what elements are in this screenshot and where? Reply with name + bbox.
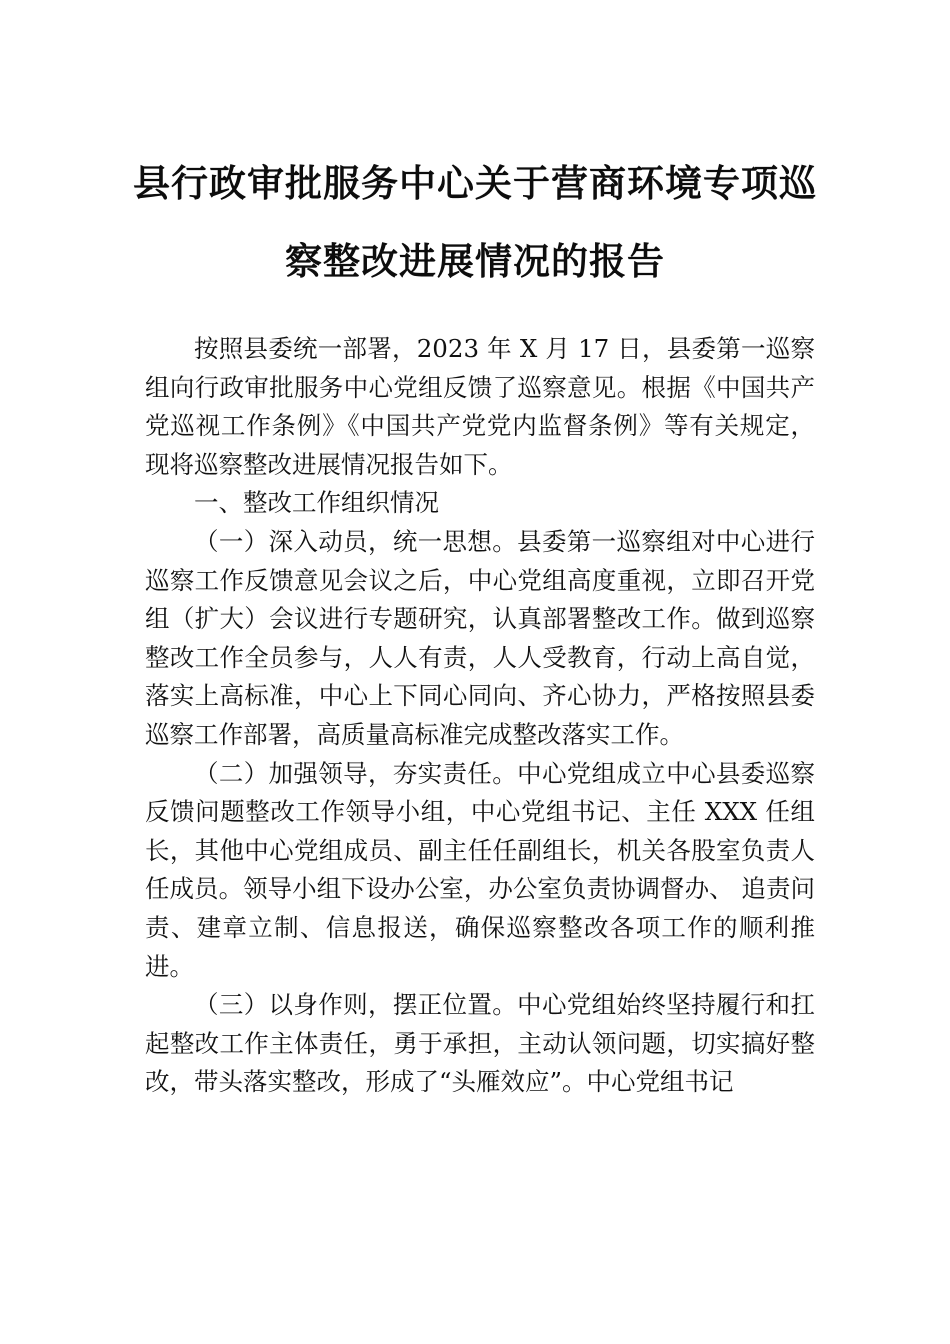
document-title: [120, 145, 830, 301]
document-body: [145, 330, 815, 1102]
title-line-1: 县行政审批服务中心关于营商环境专项巡: [133, 162, 817, 205]
paragraph-mobilization: （一）深入动员，统一思想。县委第一巡察组对中心进行巡察工作反馈意见会议之后，中心党组高度重视，立即召开党组（扩大）会议进行专题研究，认真部署整改工作。做到巡察整改工作全员参与，人人有责，人人受教育，行动上高自觉，落实上高标准，中心上下同心同向、齐心协力，严格按照县委巡察工作部署，高质量高标准完成整改落实工作。: [145, 526, 815, 749]
paragraph-intro: 按照县委统一部署，2023 年 X 月 17 日，县委第一巡察组向行政审批服务中心党组反馈了巡察意见。根据《中国共产党巡视工作条例》《中国共产党党内监督条例》等有关规定，现将巡察整改进展情况报告如下。: [145, 334, 815, 479]
paragraph-leadership: （二）加强领导，夯实责任。中心党组成立中心县委巡察反馈问题整改工作领导小组，中心党组书记、主任 XXX 任组长，其他中心党组成员、副主任任副组长，机关各股室负责人任成员。领导小组下设办公室，办公室负责协调督办、 追责问责、建章立制、信息报送，确保巡察整改各项工作的顺利推进。: [145, 758, 815, 981]
section-heading-1: 一、整改工作组织情况: [194, 488, 439, 518]
paragraph-responsibility: （三）以身作则，摆正位置。中心党组始终坚持履行和扛起整改工作主体责任，勇于承担，主动认领问题，切实搞好整改，带头落实整改，形成了“头雁效应”。中心党组书记: [145, 990, 815, 1097]
title-line-2: 察整改进展情况的报告: [285, 240, 665, 283]
